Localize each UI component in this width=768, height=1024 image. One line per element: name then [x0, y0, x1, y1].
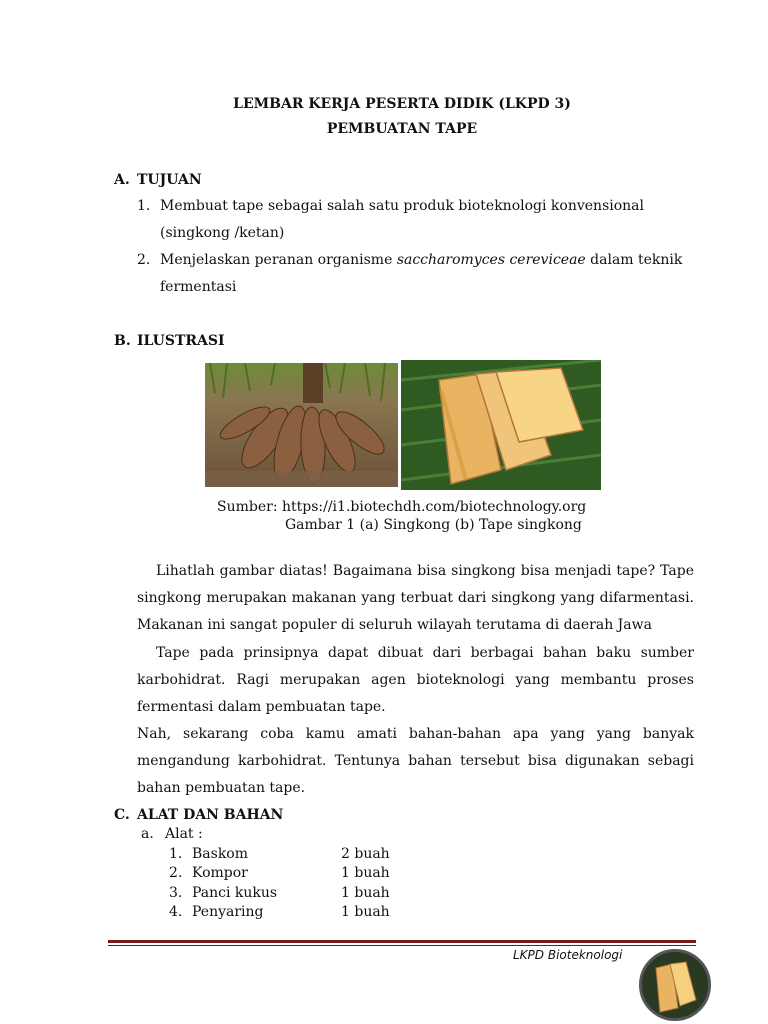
paragraph-3-line3: bahan pembuatan tape.: [137, 780, 306, 796]
footer-rule: [108, 940, 696, 943]
tool-4-qty: 1 buah: [341, 904, 390, 920]
paragraph-1-line1: Lihatlah gambar diatas! Bagaimana bisa singkong bisa menjadi tape? Tape: [156, 563, 694, 579]
section-c-label: C.: [114, 807, 130, 823]
tujuan-item-2-number: 2.: [137, 252, 151, 268]
tujuan-item-1-number: 1.: [137, 198, 151, 214]
paragraph-3-line2: mengandung karbohidrat. Tentunya bahan tersebut bisa digunakan sebagi: [137, 753, 694, 769]
tool-1-name: Baskom: [192, 846, 249, 862]
alat-subheading: Alat :: [165, 826, 203, 842]
cassava-photo: [205, 363, 398, 487]
organism-name: saccharomyces cereviceae: [396, 252, 586, 268]
image-source: Sumber: https://i1.biotechdh.com/biotechnology.org: [217, 499, 587, 515]
footer-badge-image: [639, 949, 711, 1021]
tool-1-number: 1.: [169, 846, 183, 862]
tool-3-number: 3.: [169, 885, 183, 901]
tool-4-name: Penyaring: [192, 904, 264, 920]
tool-4-number: 4.: [169, 904, 183, 920]
tool-1-qty: 2 buah: [341, 846, 390, 862]
section-a-label: A.: [114, 172, 130, 188]
section-b-label: B.: [114, 333, 131, 349]
paragraph-2-line1: Tape pada prinsipnya dapat dibuat dari berbagai bahan baku sumber: [156, 645, 694, 661]
paragraph-2-line3: fermentasi dalam pembuatan tape.: [137, 699, 386, 715]
footer-text: LKPD Bioteknologi: [513, 948, 623, 962]
tujuan-item-1-line2: (singkong /ketan): [160, 225, 285, 241]
paragraph-3-line1: Nah, sekarang coba kamu amati bahan-bahan apa yang yang banyak: [137, 726, 694, 742]
section-c-heading: ALAT DAN BAHAN: [137, 807, 284, 823]
tape-singkong-photo: [401, 360, 601, 490]
tool-2-number: 2.: [169, 865, 183, 881]
tujuan-item-2-line1: Menjelaskan peranan organisme saccharomyces cereviceae dalam teknik: [160, 252, 683, 268]
paragraph-1-line3: Makanan ini sangat populer di seluruh wilayah terutama di daerah Jawa: [137, 617, 652, 633]
tool-2-name: Kompor: [192, 865, 248, 881]
paragraph-2-line2: karbohidrat. Ragi merupakan agen bioteknologi yang membantu proses: [137, 672, 694, 688]
footer-rule-thin: [108, 945, 696, 946]
paragraph-1-line2: singkong merupakan makanan yang terbuat dari singkong yang difarmentasi.: [137, 590, 694, 606]
alat-sublabel: a.: [141, 826, 154, 842]
tool-3-name: Panci kukus: [192, 885, 278, 901]
image-caption: Gambar 1 (a) Singkong (b) Tape singkong: [285, 517, 582, 533]
tool-2-qty: 1 buah: [341, 865, 390, 881]
section-b-heading: ILUSTRASI: [137, 333, 225, 349]
section-a-heading: TUJUAN: [137, 172, 202, 188]
tujuan-item-2-line2: fermentasi: [160, 279, 237, 295]
tool-3-qty: 1 buah: [341, 885, 390, 901]
document-subtitle: PEMBUATAN TAPE: [326, 121, 478, 137]
document-title: LEMBAR KERJA PESERTA DIDIK (LKPD 3): [233, 96, 571, 112]
tujuan-item-1-line1: Membuat tape sebagai salah satu produk bioteknologi konvensional: [160, 198, 644, 214]
